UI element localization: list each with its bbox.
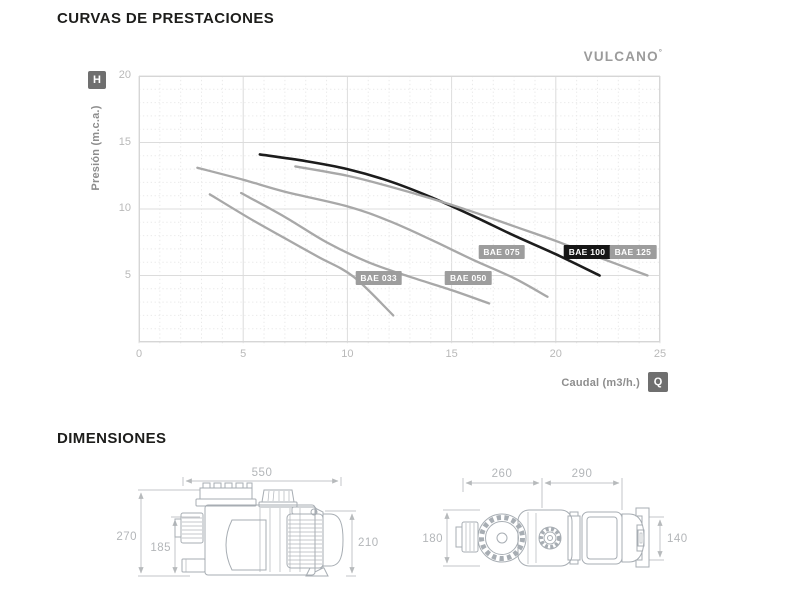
side-view-drawing	[110, 452, 390, 598]
x-tick-0: 0	[135, 348, 143, 360]
x-tick-20: 20	[549, 348, 562, 360]
y-tick-5: 5	[124, 268, 131, 281]
curve-label-bae-075: BAE 075	[478, 245, 525, 259]
x-tick-15: 15	[445, 348, 458, 360]
curve-label-bae-033: BAE 033	[355, 271, 402, 285]
y-tick-10: 10	[118, 202, 131, 214]
x-axis-label: Caudal (m3/h.)	[561, 377, 640, 389]
x-tick-10: 10	[341, 348, 354, 360]
curve-label-bae-125: BAE 125	[610, 245, 657, 259]
dim-290: 290	[571, 468, 593, 480]
top-view-drawing	[420, 452, 700, 598]
dim-140: 140	[667, 533, 688, 545]
vulcano-logo	[584, 48, 662, 64]
y-tick-15: 15	[118, 135, 131, 148]
dim-260: 260	[491, 468, 513, 480]
plot-area	[139, 76, 660, 342]
h-axis-badge: H	[88, 71, 106, 89]
vulcano-logo-degree-mark: °	[658, 48, 662, 57]
dim-185: 185	[150, 542, 171, 554]
dim-550: 550	[251, 467, 273, 479]
dim-180: 180	[422, 533, 443, 545]
dimensions-title: DIMENSIONES	[57, 430, 167, 447]
pump-side-view	[175, 483, 343, 576]
x-tick-25: 25	[653, 348, 667, 360]
curve-label-bae-100: BAE 100	[564, 245, 611, 259]
curve-label-bae-050: BAE 050	[445, 271, 492, 285]
curves-chart	[139, 76, 660, 347]
curve-bae-100	[260, 154, 600, 275]
page-title: CURVAS DE PRESTACIONES	[57, 10, 275, 27]
pump-top-view	[456, 508, 649, 567]
dim-210: 210	[358, 537, 379, 549]
dim-270: 270	[116, 531, 137, 543]
q-axis-badge: Q	[648, 372, 668, 392]
y-tick-20: 20	[118, 69, 131, 81]
x-tick-5: 5	[240, 348, 247, 360]
y-axis-label: Presión (m.c.a.)	[90, 105, 102, 191]
vulcano-logo-text: VULCANO	[583, 49, 659, 64]
